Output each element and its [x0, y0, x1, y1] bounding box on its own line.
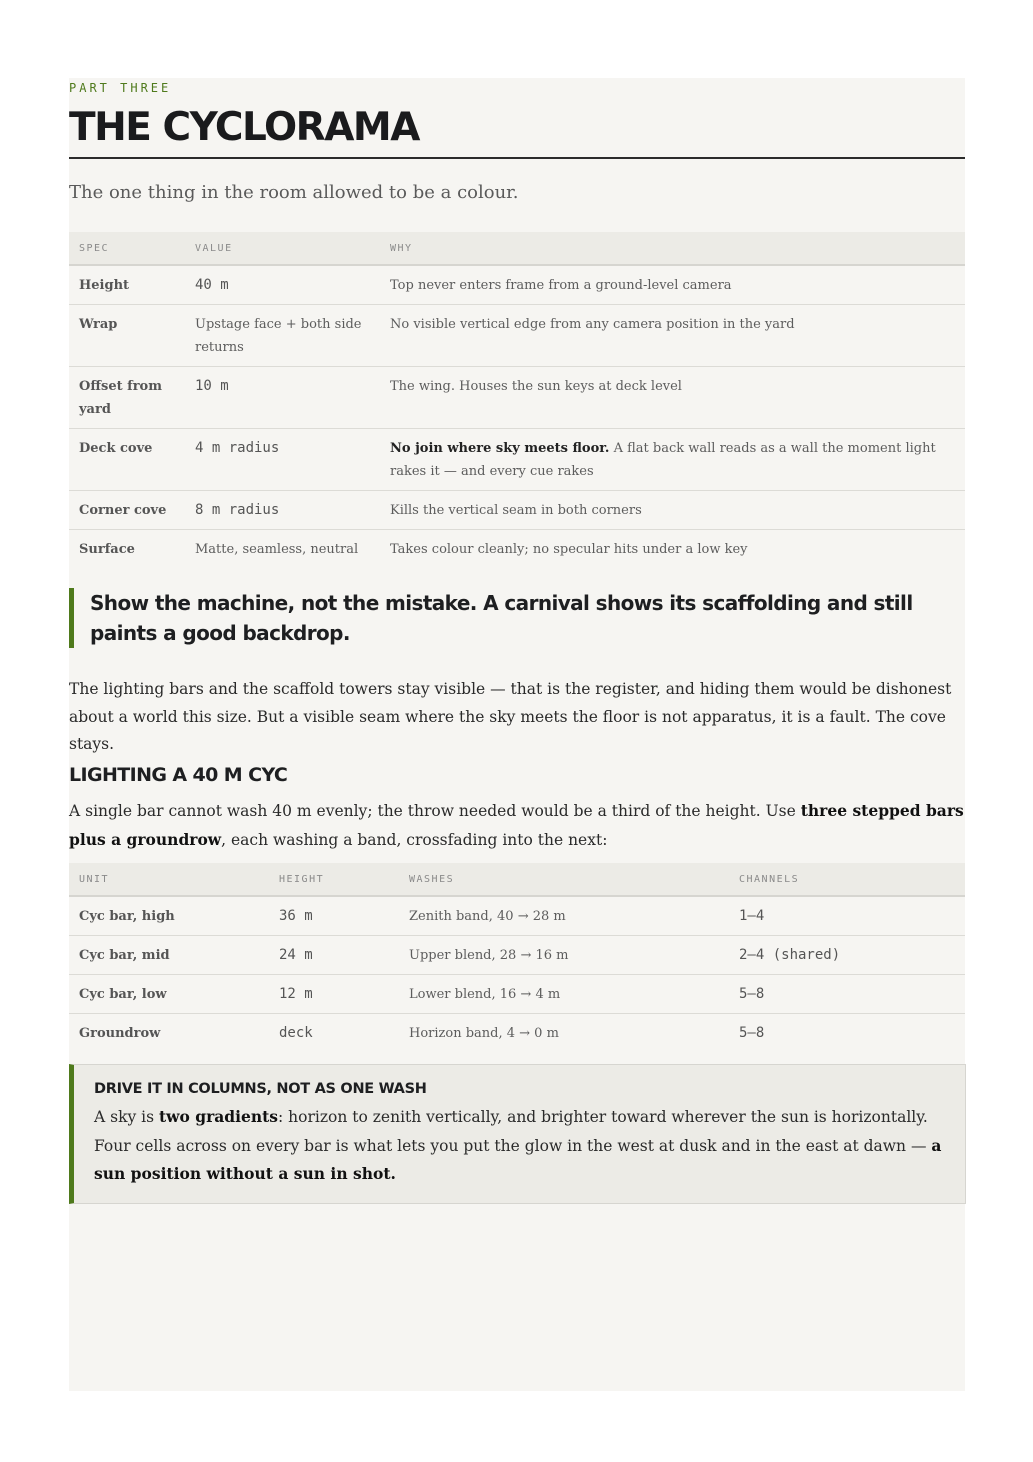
spec-cell: Offset from yard: [69, 367, 185, 429]
spec-cell: Height: [69, 265, 185, 305]
value-cell: 10 m: [185, 367, 380, 429]
table-row: [69, 265, 965, 305]
document-page: [69, 78, 965, 1391]
body-paragraph: The lighting bars and the scaffold towers stay visible — that is the register, and hiding them would be dishonest about a world this size. But a visible seam where the sky meets the floor is not apparatus, it is a fault. The cove stays.: [69, 680, 952, 753]
washes-cell: Lower blend, 16 → 4 m: [399, 975, 729, 1014]
column-header: WHY: [380, 232, 965, 265]
column-header: UNIT: [69, 863, 269, 896]
height-cell: deck: [279, 1025, 313, 1041]
value-cell: 8 m radius: [185, 491, 380, 530]
why-cell: Top never enters frame from a ground-level camera: [380, 265, 965, 305]
unit-cell: Groundrow: [79, 1026, 161, 1041]
column-header: VALUE: [185, 232, 380, 265]
spec-cell: Wrap: [69, 305, 185, 367]
unit-cell: Cyc bar, low: [69, 975, 269, 1014]
spec-table-header: [69, 232, 965, 265]
callout-body: [94, 1103, 942, 1189]
column-header: HEIGHT: [269, 863, 399, 896]
table-row: [69, 530, 965, 569]
part-kicker: PART THREE: [69, 81, 172, 95]
why-cell: The wing. Houses the sun keys at deck level: [380, 367, 965, 429]
table-row: [69, 896, 965, 936]
table-row: [69, 429, 965, 491]
body-paragraph: [69, 797, 965, 854]
why-cell: [380, 429, 965, 491]
unit-cell: Cyc bar, high: [69, 896, 269, 936]
unit-table: [69, 863, 965, 1052]
pull-quote: Show the machine, not the mistake. A carnival shows its scaffolding and still paints a good backdrop.: [69, 588, 966, 648]
table-row: [69, 1014, 965, 1053]
callout-title: DRIVE IT IN COLUMNS, NOT AS ONE WASH: [94, 1081, 427, 1097]
callout-text: A sky is: [94, 1108, 159, 1126]
table-row: [69, 491, 965, 530]
callout-emphasis: two gradients: [159, 1107, 279, 1126]
deck-subtitle: The one thing in the room allowed to be a colour.: [69, 182, 519, 203]
paragraph-text: A single bar cannot wash 40 m evenly; the throw needed would be a third of the height. Use: [69, 802, 801, 820]
washes-cell: Zenith band, 40 → 28 m: [399, 896, 729, 936]
section-heading: LIGHTING A 40 M CYC: [69, 764, 288, 786]
unit-cell: Cyc bar, mid: [69, 936, 269, 975]
height-cell: 24 m: [269, 936, 399, 975]
channels-cell: 2–4 (shared): [729, 936, 965, 975]
unit-table-header: [69, 863, 965, 896]
table-row: [69, 367, 965, 429]
spec-table: [69, 232, 965, 568]
value-cell: 4 m radius: [185, 429, 380, 491]
paragraph-text: , each washing a band, crossfading into the next:: [221, 830, 608, 849]
height-cell: 12 m: [269, 975, 399, 1014]
spec-cell: Surface: [79, 542, 135, 557]
why-cell: Kills the vertical seam in both corners: [380, 491, 965, 530]
callout-box: [69, 1064, 966, 1204]
column-header: WASHES: [399, 863, 729, 896]
callout-emphasis: a sun position without a sun in shot.: [94, 1135, 942, 1183]
spec-cell: Deck cove: [69, 429, 185, 491]
why-emphasis: No join where sky meets floor.: [390, 441, 610, 456]
page-title: THE CYCLORAMA: [69, 105, 419, 150]
channels-cell: 1–4: [729, 896, 965, 936]
channels-cell: 5–8: [739, 1025, 765, 1041]
table-row: [69, 936, 965, 975]
channels-cell: 5–8: [729, 975, 965, 1014]
washes-cell: Horizon band, 4 → 0 m: [409, 1026, 559, 1041]
column-header: CHANNELS: [729, 863, 965, 896]
value-cell: Upstage face + both side returns: [185, 305, 380, 367]
washes-cell: Upper blend, 28 → 16 m: [399, 936, 729, 975]
paragraph-emphasis: three stepped bars plus a groundrow: [69, 801, 964, 849]
value-cell: Matte, seamless, neutral: [195, 542, 359, 557]
title-divider: [69, 157, 965, 159]
why-cell: Takes colour cleanly; no specular hits under a low key: [390, 542, 748, 557]
why-text: A flat back wall reads as a wall the moment light rakes it — and every cue rakes: [390, 441, 936, 479]
column-header: SPEC: [69, 232, 185, 265]
height-cell: 36 m: [269, 896, 399, 936]
spec-cell: Corner cove: [69, 491, 185, 530]
table-row: [69, 305, 965, 367]
table-row: [69, 975, 965, 1014]
why-cell: No visible vertical edge from any camera position in the yard: [380, 305, 965, 367]
callout-text: : horizon to zenith vertically, and brighter toward wherever the sun is horizontally. Four cells across on every bar is what lets you put the glow in the west at dusk and in the east at dawn —: [94, 1108, 932, 1155]
value-cell: 40 m: [185, 265, 380, 305]
